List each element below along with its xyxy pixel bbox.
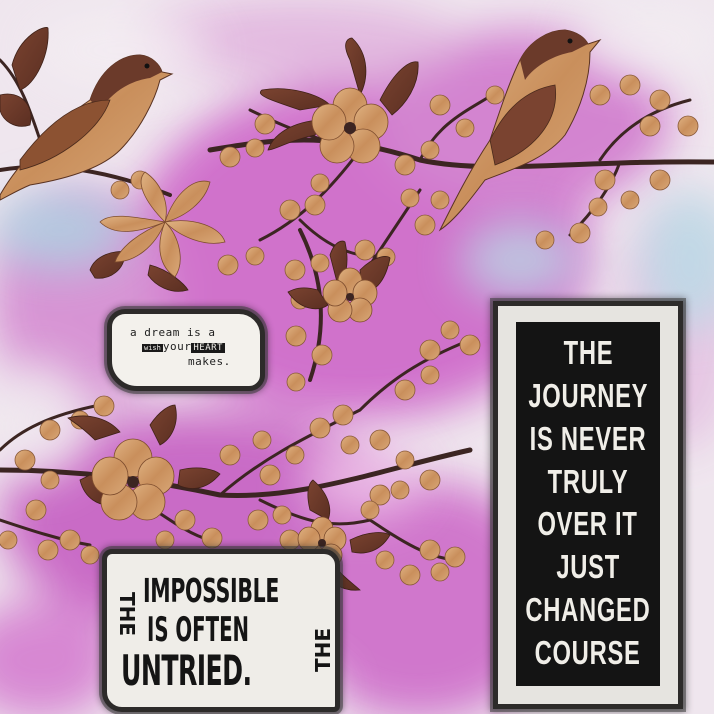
dream-quote-tag [107, 309, 265, 391]
journey-line: JUST [556, 548, 620, 586]
journey-line: THE [563, 334, 613, 372]
journey-line: IS NEVER [529, 419, 647, 457]
journey-line: TRULY [547, 462, 629, 500]
dream-line-3: makes. [188, 355, 231, 368]
dream-word-wish: wish [144, 344, 161, 352]
dream-word-heart: HEART [193, 343, 223, 353]
impossible-line-1: IMPOSSIBLE [143, 571, 280, 610]
impossible-line-3: UNTRIED. [121, 646, 252, 695]
dream-word-your: your [162, 340, 192, 353]
impossible-line-2: IS OFTEN [147, 610, 250, 650]
impossible-quote-tag [102, 549, 340, 712]
journey-line: JOURNEY [528, 377, 648, 415]
dream-line-1: a dream is a [130, 326, 216, 339]
journey-line: OVER IT [537, 505, 639, 543]
journey-line: CHANGED [525, 590, 651, 628]
impossible-side-right: THE [311, 627, 335, 672]
impossible-side-left: THE [115, 592, 139, 637]
journey-text-block [516, 322, 660, 686]
journey-line: COURSE [535, 633, 641, 671]
dream-line-2 [142, 340, 250, 355]
journey-quote-tag [493, 301, 683, 709]
